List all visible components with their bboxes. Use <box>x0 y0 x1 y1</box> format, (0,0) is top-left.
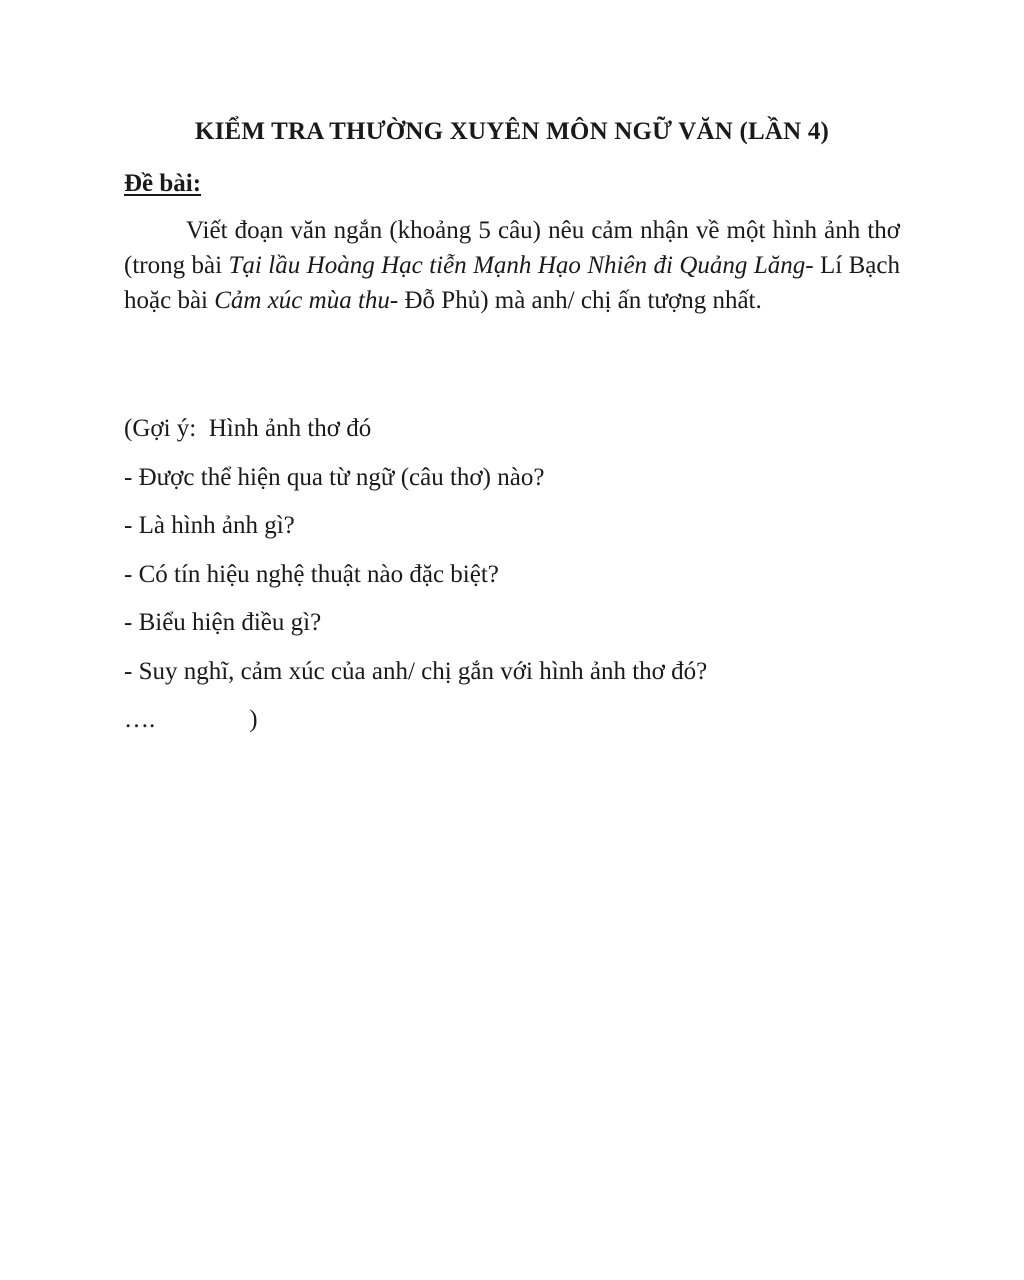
poem-title-1: Tại lầu Hoàng Hạc tiễn Mạnh Hạo Nhiên đi Quảng Lăng <box>228 252 806 279</box>
hint-item: - Biểu hiện điều gì? <box>124 609 322 636</box>
prompt-text-part2: - Lí Bạch hoặc bài <box>124 252 900 314</box>
document-title: KIỂM TRA THƯỜNG XUYÊN MÔN NGỮ VĂN (LẦN 4) <box>194 118 830 145</box>
hint-item: - Được thể hiện qua từ ngữ (câu thơ) nào? <box>124 463 545 491</box>
hint-item: - Có tín hiệu nghệ thuật nào đặc biệt? <box>124 560 499 588</box>
hints-ellipsis-line <box>124 702 904 737</box>
hints-closing-paren: ) <box>249 706 258 733</box>
hints-section <box>124 411 904 737</box>
assignment-heading: Đề bài: <box>124 170 202 197</box>
poem-title-2: Cảm xúc mùa thu <box>214 287 390 314</box>
assignment-prompt <box>124 213 900 318</box>
hints-intro: (Gợi ý: Hình ảnh thơ đó <box>124 415 372 442</box>
hints-ellipsis: …. <box>124 706 156 733</box>
prompt-text-part3: - Đỗ Phủ) mà anh/ chị ấn tượng nhất. <box>389 287 762 314</box>
hint-item: - Là hình ảnh gì? <box>124 512 295 539</box>
hint-item: - Suy nghĩ, cảm xúc của anh/ chị gắn với hình ảnh thơ đó? <box>124 657 708 685</box>
prompt-text-part1: Viết đoạn văn ngắn (khoảng 5 câu) nêu cảm nhận về một hình ảnh thơ (trong bài <box>124 217 900 279</box>
